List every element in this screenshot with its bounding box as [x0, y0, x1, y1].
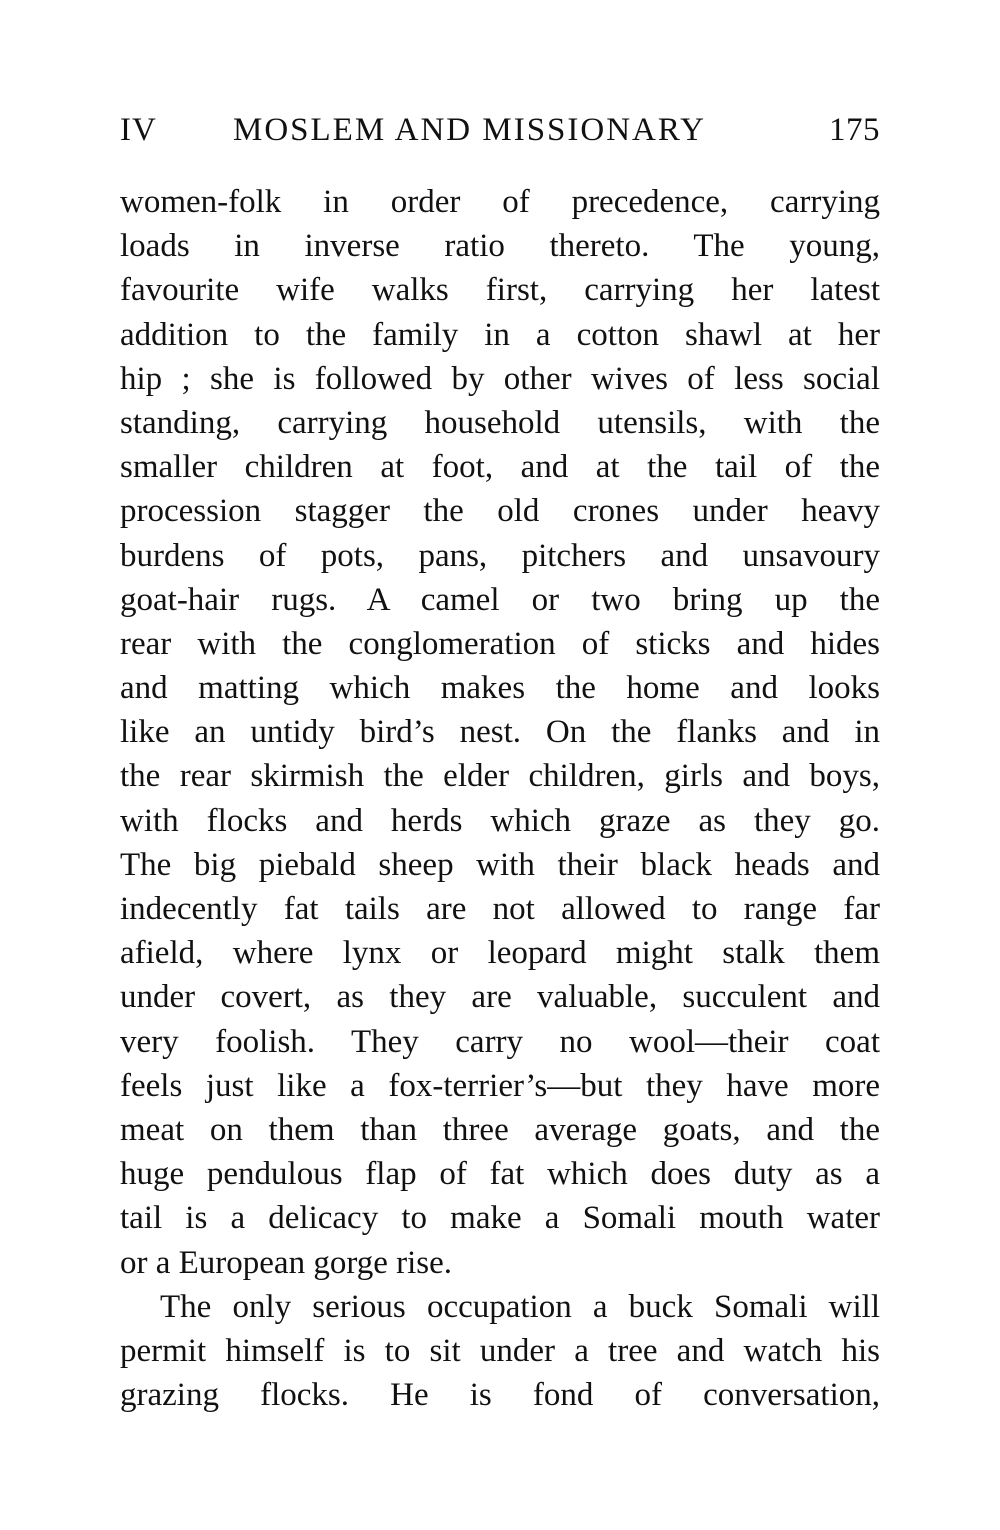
page-number: 175 [829, 112, 880, 148]
text-line: and matting which makes the home and looks [120, 670, 880, 707]
text-line: goat-hair rugs. A camel or two bring up the [120, 581, 880, 618]
text-line: women-folk in order of precedence, carrying [120, 184, 880, 220]
text-line: or a European gorge rise. [120, 1244, 453, 1281]
text-line: afield, where lynx or leopard might stalk them [120, 935, 880, 972]
text-line: under covert, as they are valuable, succulent and [120, 979, 880, 1016]
text-line: permit himself is to sit under a tree and watch his [120, 1332, 880, 1369]
text-line: meat on them than three average goats, and the [120, 1111, 880, 1148]
text-line: hip ; she is followed by other wives of less social [120, 360, 880, 397]
running-title: MOSLEM AND MISSIONARY [233, 112, 706, 148]
text-line: The only serious occupation a buck Somali will [160, 1288, 880, 1325]
text-line: favourite wife walks first, carrying her latest [120, 272, 880, 309]
text-line: feels just like a fox-terrier’s—but they have more [120, 1067, 880, 1104]
body-text [120, 180, 880, 1417]
text-line: loads in inverse ratio thereto. The young, [120, 228, 880, 265]
text-line: like an untidy bird’s nest. On the flanks and in [120, 714, 880, 751]
text-line: rear with the conglomeration of sticks and hides [120, 625, 880, 662]
text-line: The big piebald sheep with their black heads and [120, 846, 880, 883]
running-head [120, 112, 880, 156]
text-line: grazing flocks. He is fond of conversation, [120, 1377, 880, 1414]
text-line: burdens of pots, pans, pitchers and unsavoury [120, 537, 880, 574]
paragraph-1 [120, 180, 880, 1285]
text-line: standing, carrying household utensils, with the [120, 404, 880, 441]
text-line: indecently fat tails are not allowed to range far [120, 891, 880, 927]
paragraph-2 [120, 1285, 880, 1418]
text-line: smaller children at foot, and at the tail of the [120, 449, 880, 486]
text-line: huge pendulous flap of fat which does duty as a [120, 1156, 880, 1193]
text-line: addition to the family in a cotton shawl at her [120, 316, 880, 353]
text-line: very foolish. They carry no wool—their coat [120, 1023, 880, 1060]
chapter-number: IV [120, 112, 157, 148]
text-line: tail is a delicacy to make a Somali mouth water [120, 1200, 880, 1237]
text-line: procession stagger the old crones under heavy [120, 493, 880, 530]
text-line: the rear skirmish the elder children, girls and boys, [120, 758, 880, 795]
text-line: with flocks and herds which graze as they go. [120, 802, 880, 839]
